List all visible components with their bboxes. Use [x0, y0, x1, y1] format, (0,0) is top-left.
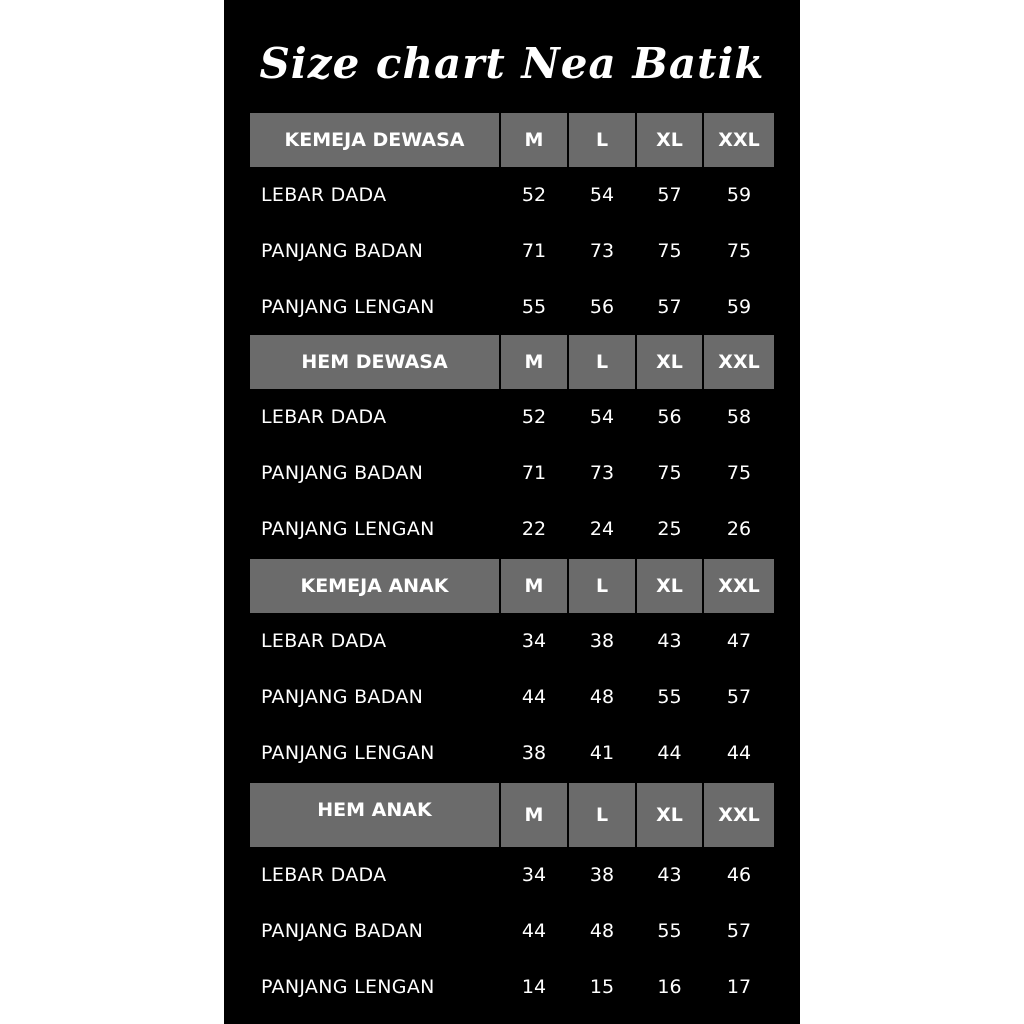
- value-cell-m: 34: [521, 864, 547, 886]
- column-header-m: M: [501, 335, 567, 389]
- value-cell-l: 73: [589, 240, 615, 262]
- row-label: PANJANG BADAN: [261, 920, 424, 942]
- row-label: LEBAR DADA: [261, 630, 387, 652]
- value-cell-m: 71: [521, 240, 547, 262]
- value-cell-l: 54: [589, 406, 615, 428]
- value-cell-l: 54: [589, 184, 615, 206]
- section-header: [250, 113, 774, 167]
- value-cell-xl: 43: [657, 864, 682, 886]
- value-cell-l: 48: [589, 686, 615, 708]
- value-cell-l: 41: [589, 742, 615, 764]
- table-row: [250, 959, 774, 1015]
- row-label: PANJANG BADAN: [261, 686, 424, 708]
- column-header-l: L: [569, 113, 635, 167]
- value-cell-xxl: 26: [726, 518, 752, 540]
- column-header-xxl: XXL: [704, 559, 774, 613]
- table-row: [250, 389, 774, 445]
- column-header-m: M: [501, 113, 567, 167]
- value-cell-m: 55: [521, 296, 547, 318]
- section-title: KEMEJA ANAK: [250, 559, 499, 613]
- value-cell-m: 34: [521, 630, 547, 652]
- value-cell-xxl: 59: [726, 184, 752, 206]
- row-label: PANJANG LENGAN: [261, 742, 435, 764]
- column-header-xl: XL: [637, 335, 702, 389]
- row-label: PANJANG LENGAN: [261, 518, 435, 540]
- value-cell-xl: 43: [657, 630, 682, 652]
- row-label: PANJANG BADAN: [261, 462, 424, 484]
- table-row: [250, 669, 774, 725]
- value-cell-xl: 44: [657, 742, 682, 764]
- section-header: [250, 559, 774, 613]
- section-header: [250, 335, 774, 389]
- value-cell-xl: 16: [657, 976, 682, 998]
- row-label: LEBAR DADA: [261, 184, 387, 206]
- table-row: [250, 725, 774, 781]
- value-cell-xl: 56: [657, 406, 682, 428]
- value-cell-xxl: 44: [726, 742, 752, 764]
- page-title: Size chart Nea Batik: [259, 39, 765, 88]
- value-cell-xxl: 59: [726, 296, 752, 318]
- table-row: [250, 501, 774, 557]
- value-cell-xl: 75: [657, 240, 682, 262]
- value-cell-m: 52: [521, 406, 547, 428]
- value-cell-l: 48: [589, 920, 615, 942]
- row-label: LEBAR DADA: [261, 406, 387, 428]
- value-cell-m: 38: [521, 742, 547, 764]
- value-cell-l: 38: [589, 864, 615, 886]
- section-header: [250, 783, 774, 847]
- value-cell-xl: 57: [657, 296, 682, 318]
- section-kemeja-dewasa: [250, 113, 774, 335]
- value-cell-l: 24: [589, 518, 615, 540]
- table-row: [250, 279, 774, 335]
- value-cell-xxl: 47: [726, 630, 752, 652]
- section-title: KEMEJA DEWASA: [250, 113, 499, 167]
- column-header-xxl: XXL: [704, 335, 774, 389]
- value-cell-xl: 55: [657, 920, 682, 942]
- value-cell-xl: 25: [657, 518, 682, 540]
- value-cell-m: 22: [521, 518, 547, 540]
- row-label: PANJANG LENGAN: [261, 296, 435, 318]
- value-cell-xxl: 57: [726, 686, 752, 708]
- section-hem-anak: [250, 783, 774, 1015]
- value-cell-xxl: 75: [726, 462, 752, 484]
- value-cell-xl: 55: [657, 686, 682, 708]
- value-cell-l: 56: [589, 296, 615, 318]
- table-row: [250, 613, 774, 669]
- row-label: PANJANG LENGAN: [261, 976, 435, 998]
- value-cell-m: 44: [521, 920, 547, 942]
- column-header-m: M: [501, 559, 567, 613]
- value-cell-xl: 75: [657, 462, 682, 484]
- section-kemeja-anak: [250, 559, 774, 781]
- column-header-xxl: XXL: [704, 783, 774, 847]
- value-cell-xxl: 75: [726, 240, 752, 262]
- column-header-xl: XL: [637, 783, 702, 847]
- value-cell-xxl: 17: [726, 976, 752, 998]
- value-cell-m: 44: [521, 686, 547, 708]
- size-chart-poster: [224, 0, 800, 1024]
- value-cell-l: 15: [589, 976, 615, 998]
- row-label: LEBAR DADA: [261, 864, 387, 886]
- column-header-l: L: [569, 559, 635, 613]
- column-header-m: M: [501, 783, 567, 847]
- value-cell-m: 71: [521, 462, 547, 484]
- value-cell-l: 73: [589, 462, 615, 484]
- column-header-xl: XL: [637, 113, 702, 167]
- table-row: [250, 903, 774, 959]
- value-cell-xxl: 57: [726, 920, 752, 942]
- table-row: [250, 847, 774, 903]
- value-cell-l: 38: [589, 630, 615, 652]
- row-label: PANJANG BADAN: [261, 240, 424, 262]
- table-row: [250, 167, 774, 223]
- column-header-l: L: [569, 783, 635, 847]
- column-header-l: L: [569, 335, 635, 389]
- table-row: [250, 223, 774, 279]
- section-hem-dewasa: [250, 335, 774, 557]
- value-cell-xxl: 58: [726, 406, 752, 428]
- value-cell-xxl: 46: [726, 864, 752, 886]
- section-title: HEM DEWASA: [250, 335, 499, 389]
- section-title: HEM ANAK: [250, 783, 499, 847]
- table-row: [250, 445, 774, 501]
- value-cell-xl: 57: [657, 184, 682, 206]
- column-header-xl: XL: [637, 559, 702, 613]
- column-header-xxl: XXL: [704, 113, 774, 167]
- value-cell-m: 14: [521, 976, 547, 998]
- value-cell-m: 52: [521, 184, 547, 206]
